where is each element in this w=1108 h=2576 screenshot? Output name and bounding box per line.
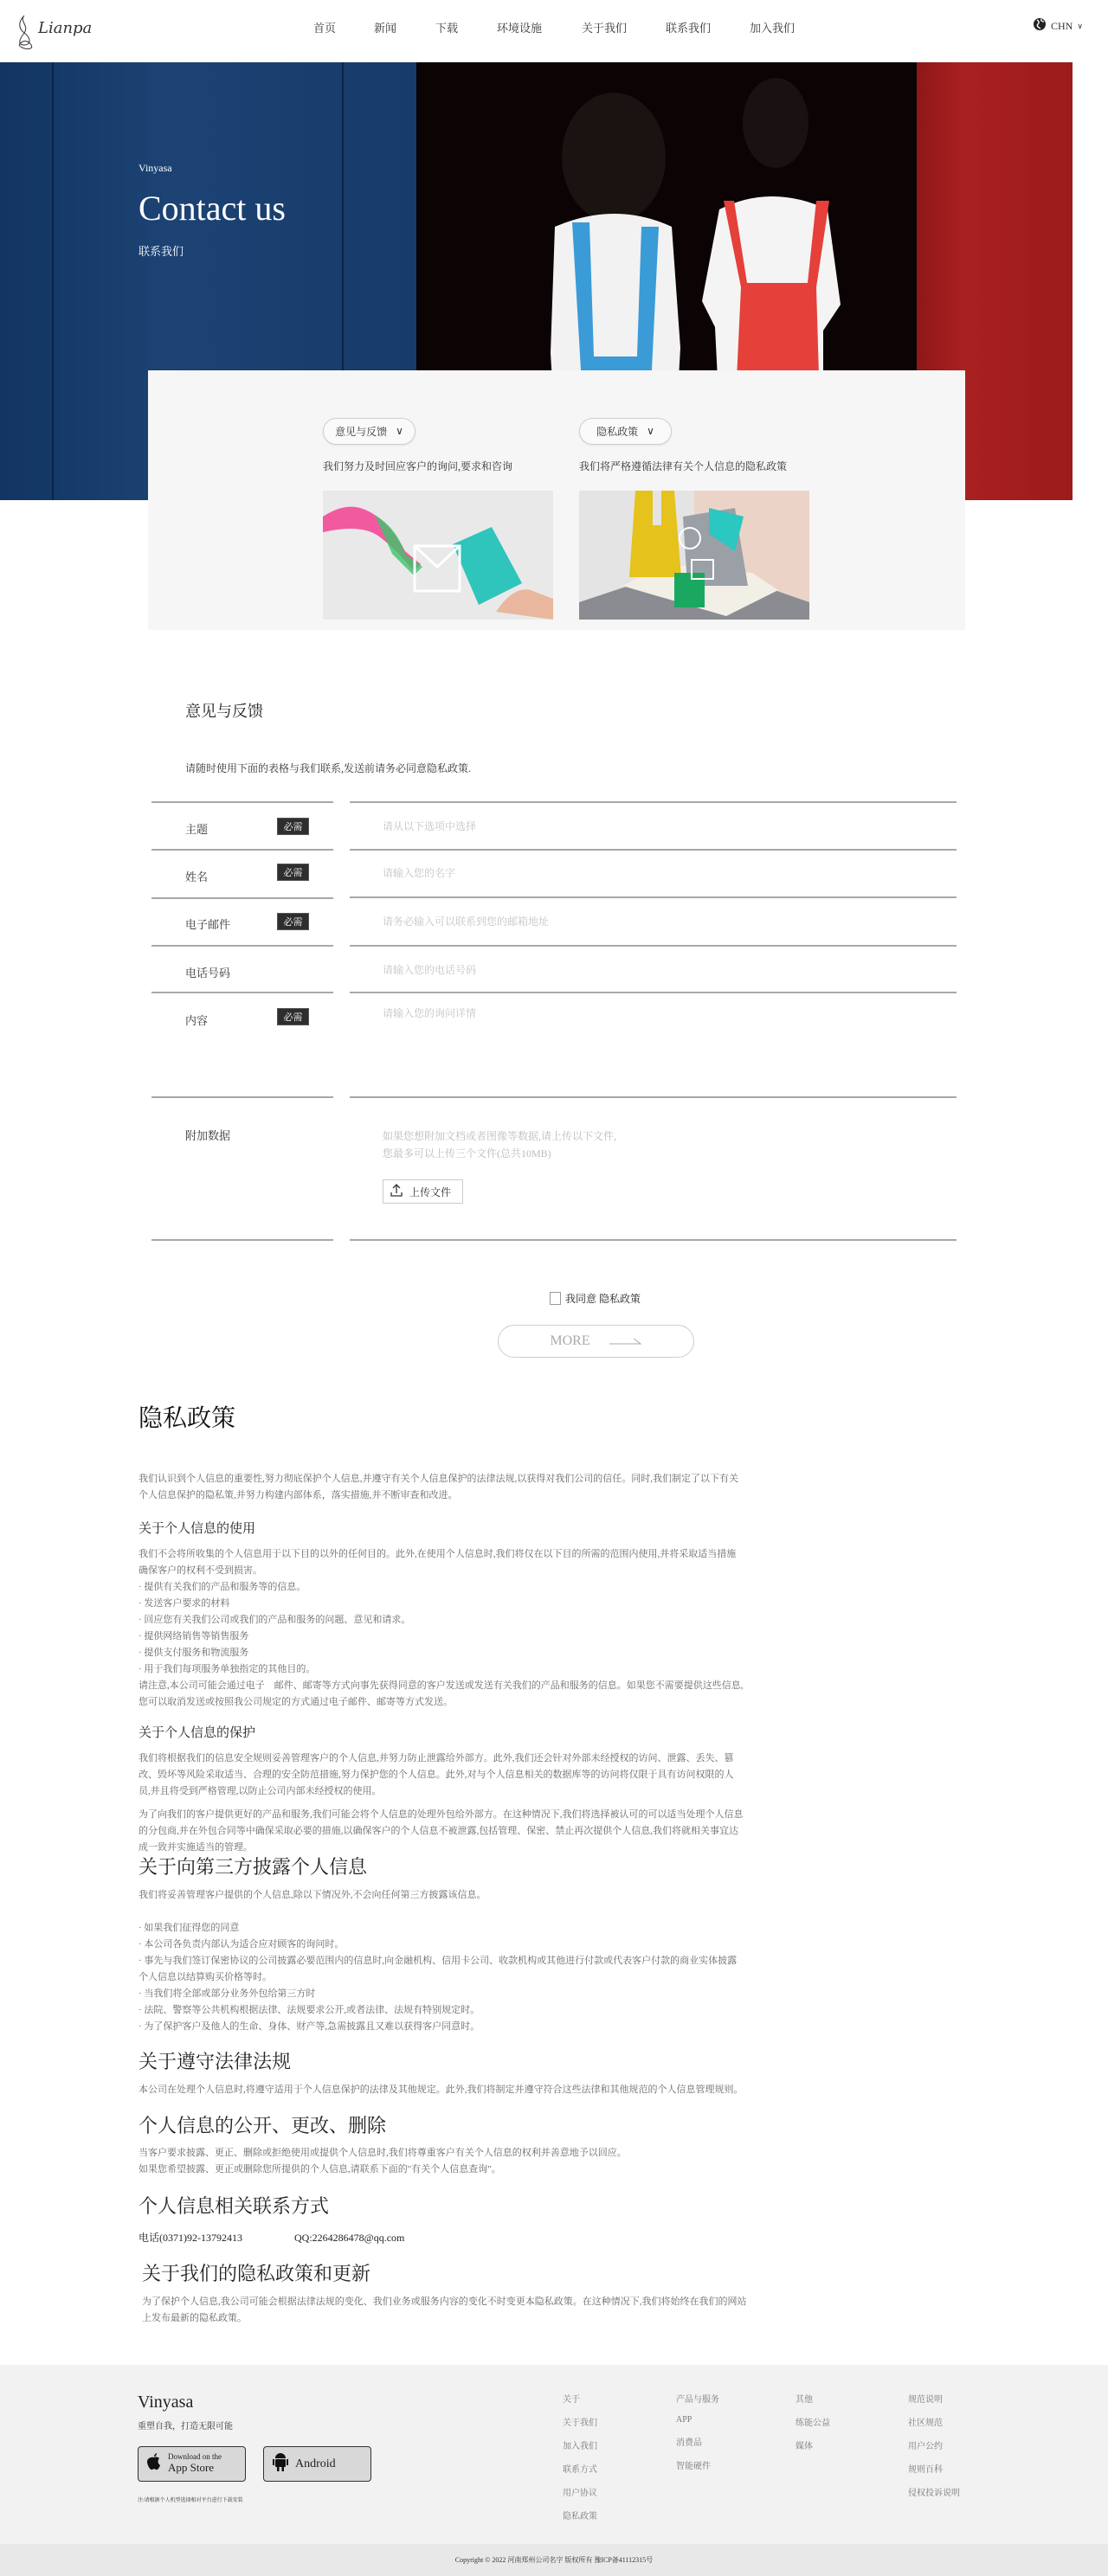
footer-link[interactable]: 关于我们 xyxy=(563,2419,597,2428)
footer-link[interactable]: 关于 xyxy=(563,2395,580,2405)
nav-about[interactable]: 关于我们 xyxy=(582,22,628,35)
footer-link[interactable]: 消费品 xyxy=(676,2438,702,2448)
section-heading: 关于我们的隐私政策和更新 xyxy=(142,2263,371,2284)
attach-limit: 您最多可以上传三个文件(总共10MB) xyxy=(383,1147,551,1160)
agree-label: 我同意 隐私政策 xyxy=(565,1293,641,1305)
apple-icon xyxy=(147,2452,161,2476)
feedback-button-label: 意见与反馈 xyxy=(335,426,388,438)
required-badge: 必需 xyxy=(277,818,309,835)
footer-link[interactable]: 规范说明 xyxy=(908,2395,943,2405)
list-item: · 提供支付服务和物流服务 xyxy=(138,1648,249,1658)
paragraph: 为了向我们的客户提供更好的产品和服务,我们可能会将个人信息的处理外包给外部方。在这种情况下,我们将选择被认可的可以适当处理个人信息的分包商,并在外包合同等中确保采取必要的措施,以确保客户的个人信息不被泄露,包括管理、保密、禁止再次提供个人信息,我们将就相关事宜达成一致并实施适当的管理。 xyxy=(138,1809,744,1853)
app-store-label: App Store xyxy=(168,2461,215,2475)
footer-link[interactable]: 用户公约 xyxy=(908,2442,943,2451)
paragraph: 本公司在处理个人信息时,将遵守适用于个人信息保护的法律及其他规定。此外,我们将制定并遵守符合这些法律和其他规范的个人信息管理规则。 xyxy=(138,2085,744,2095)
disclose-list xyxy=(138,1920,744,2035)
paragraph: 请注意,本公司可能会通过电子 邮件、邮寄等方式向事先获得同意的客户发送或发送有关我们的产品和服务的信息。如果您不需要提供这些信息,您可以取消发送或按照我公司规定的方式通过电子邮件、邮寄等方式发送。 xyxy=(138,1680,744,1707)
list-item: · 提供网络销售等销售服务 xyxy=(138,1631,249,1641)
footer-link[interactable]: APP xyxy=(676,2415,692,2425)
copyright-text: Copyright © 2022 河南郑州公司名字 版权所有 豫ICP备41112315号 xyxy=(454,2556,654,2564)
footer-link[interactable]: 隐私政策 xyxy=(563,2512,597,2521)
field-label-content: 内容 xyxy=(185,1014,209,1027)
footer-link[interactable]: 其他 xyxy=(796,2395,813,2405)
footer-link[interactable]: 媒体 xyxy=(796,2442,813,2451)
field-label-email: 电子邮件 xyxy=(185,918,231,931)
site-footer xyxy=(0,2365,1108,2544)
required-badge: 必需 xyxy=(277,864,309,881)
nav-contact[interactable]: 联系我们 xyxy=(666,22,712,35)
submit-label: MORE xyxy=(550,1333,590,1348)
list-item: · 法院、警察等公共机构根据法律、法规要求公开,或者法律、法规有特别规定时。 xyxy=(138,2005,480,2015)
privacy-title: 隐私政策 xyxy=(138,1405,236,1432)
list-item: · 发送客户要求的材料 xyxy=(138,1598,230,1609)
footer-link[interactable]: 智能硬件 xyxy=(676,2462,711,2471)
field-label-phone: 电话号码 xyxy=(185,967,231,980)
chevron-down-icon: ∨ xyxy=(1077,21,1083,30)
privacy-policy-section xyxy=(138,0,747,2354)
list-item: · 本公司各负责内部认为适合应对顾客的询问时。 xyxy=(138,1939,345,1950)
field-label-attachment: 附加数据 xyxy=(185,1129,231,1142)
android-label: Android xyxy=(295,2457,336,2470)
required-badge: 必需 xyxy=(277,1008,309,1025)
footer-brand: Vinyasa xyxy=(138,2393,194,2412)
list-item: · 为了保护客户及他人的生命、身体、财产等,急需披露且又难以获得客户同意时。 xyxy=(138,2021,480,2032)
contact-phone: 电话(0371)92-13792413 xyxy=(138,2232,242,2244)
contact-qq[interactable]: QQ:2264286478@qq.com xyxy=(294,2232,405,2244)
nav-news[interactable]: 新闻 xyxy=(374,22,397,35)
nav-download[interactable]: 下载 xyxy=(435,22,459,35)
language-selector[interactable] xyxy=(1033,17,1083,35)
footer-link[interactable]: 产品与服务 xyxy=(676,2395,719,2405)
section-heading: 关于个人信息的使用 xyxy=(138,1522,256,1536)
app-store-small-label: Download on the xyxy=(168,2452,222,2462)
form-title: 意见与反馈 xyxy=(185,703,263,720)
footer-link[interactable]: 规则百科 xyxy=(908,2465,943,2475)
logo-text: Lianpa xyxy=(38,19,93,37)
nav-home[interactable]: 首页 xyxy=(313,22,337,35)
footer-link[interactable]: 加入我们 xyxy=(563,2442,597,2451)
footer-column-rules xyxy=(908,2392,960,2498)
attach-hint: 如果您想附加文档或者图像等数据,请上传以下文件, xyxy=(383,1130,617,1142)
list-item: · 如果我们征得您的同意 xyxy=(138,1923,240,1933)
chevron-down-icon: ∨ xyxy=(396,425,403,437)
paragraph: 当客户要求披露、更正、删除或拒绝使用或提供个人信息时,我们将尊重客户有关个人信息的权利并善意地予以回应。 xyxy=(138,2148,627,2158)
privacy-button-label: 隐私政策 xyxy=(596,426,639,438)
section-heading: 关于个人信息的保护 xyxy=(138,1726,256,1740)
footer-link[interactable]: 练能公益 xyxy=(796,2419,830,2428)
section-heading: 个人信息的公开、更改、删除 xyxy=(138,2115,387,2136)
privacy-intro: 我们认识到个人信息的重要性,努力彻底保护个人信息,并遵守有关个人信息保护的法律法规,以获得对我们公司的信任。同时,我们制定了以下有关个人信息保护的隐私策,并努力构建内部体系，落实措施,并不断审查和改进。 xyxy=(138,1474,738,1500)
app-store-button[interactable] xyxy=(138,2446,246,2482)
language-label: CHN xyxy=(1051,19,1073,32)
upload-button-label: 上传文件 xyxy=(409,1185,452,1198)
footer-column-products xyxy=(676,2392,719,2471)
privacy-caption: 我们将严格遵循法律有关个人信息的隐私政策 xyxy=(579,460,788,472)
footer-link[interactable]: 社区规范 xyxy=(908,2419,943,2428)
list-item: · 用于我们每项服务单独指定的其他目的。 xyxy=(138,1664,316,1674)
paragraph: 我们将根据我们的信息安全规则妥善管理客户的个人信息,并努力防止泄露给外部方。此外,我们还会针对外部未经授权的访问、泄露、丢失、篡改、毁坏等风险采取适当、合理的安全防范措施,努力保护您的个人信息。此外,对与个人信息相关的数据库等的访问将仅限于具有访问权限的人员,并且将受到严格管理,以防止公司内部未经授权的使用。 xyxy=(138,1753,734,1796)
section-heading: 关于遵守法律法规 xyxy=(138,2051,292,2072)
android-icon xyxy=(273,2452,288,2476)
download-note: 注:请根据个人机型选择相对平台进行下载安装 xyxy=(138,2498,243,2503)
chevron-down-icon: ∨ xyxy=(647,425,654,437)
list-item: · 当我们将全部或部分业务外包给第三方时 xyxy=(138,1988,316,1999)
android-button[interactable] xyxy=(263,2446,371,2482)
section-heading: 个人信息相关联系方式 xyxy=(138,2195,330,2217)
paragraph: 为了保护个人信息,我公司可能会根据法律法规的变化、我们业务或服务内容的变化不时变更本隐私政策。在这种情况下,我们将始终在我们的网站上发布最新的隐私政策。 xyxy=(142,2297,747,2323)
nav-join[interactable]: 加入我们 xyxy=(750,22,796,35)
list-item: · 提供有关我们的产品和服务等的信息。 xyxy=(138,1582,306,1592)
footer-column-about xyxy=(563,2392,597,2521)
hero-subtitle: 联系我们 xyxy=(138,245,184,258)
footer-link[interactable]: 用户协议 xyxy=(563,2489,597,2498)
hero-title: Contact us xyxy=(138,189,286,228)
paragraph: 我们将妥善管理客户提供的个人信息,除以下情况外,不会向任何第三方披露该信息。 xyxy=(138,1890,486,1900)
feedback-caption: 我们努力及时回应客户的询问,要求和咨询 xyxy=(323,460,513,472)
field-label-subject: 主题 xyxy=(185,823,209,836)
list-item: · 回应您有关我们公司或我们的产品和服务的问题、意见和请求。 xyxy=(138,1615,411,1625)
copyright-bar xyxy=(0,2544,1108,2576)
logo[interactable] xyxy=(16,9,111,54)
required-badge: 必需 xyxy=(277,913,309,930)
form-intro: 请随时使用下面的表格与我们联系,发送前请务必同意隐私政策. xyxy=(185,762,472,774)
footer-link[interactable]: 侵权投诉说明 xyxy=(908,2489,960,2498)
list-item: · 事先与我们签订保密协议的公司披露必要范围内的信息时,向金融机构、信用卡公司、收款机构或其他进行付款或代表客户付款的商业实体披露个人信息以结算购买价格等时。 xyxy=(138,1956,738,1982)
section-heading: 关于向第三方披露个人信息 xyxy=(138,1856,368,1878)
paragraph: 如果您希望披露、更正或删除您所提供的个人信息,请联系下面的"有关个人信息查询"。 xyxy=(138,2164,501,2175)
footer-link[interactable]: 联系方式 xyxy=(563,2465,597,2475)
field-label-name: 姓名 xyxy=(185,870,209,883)
paragraph: 我们不会将所收集的个人信息用于以下目的以外的任何目的。此外,在使用个人信息时,我们将仅在以下目的所需的范围内使用,并将采取适当措施确保客户的权利不受到损害。 xyxy=(138,1549,737,1576)
footer-tagline: 重塑自我，打造无限可能 xyxy=(138,2422,233,2431)
contact-row xyxy=(138,2231,404,2245)
use-list xyxy=(138,1579,744,1678)
footer-column-other xyxy=(796,2392,830,2451)
hero-eyebrow: Vinyasa xyxy=(138,162,172,174)
nav-facilities[interactable]: 环境设施 xyxy=(497,22,543,35)
globe-icon xyxy=(1033,17,1047,35)
